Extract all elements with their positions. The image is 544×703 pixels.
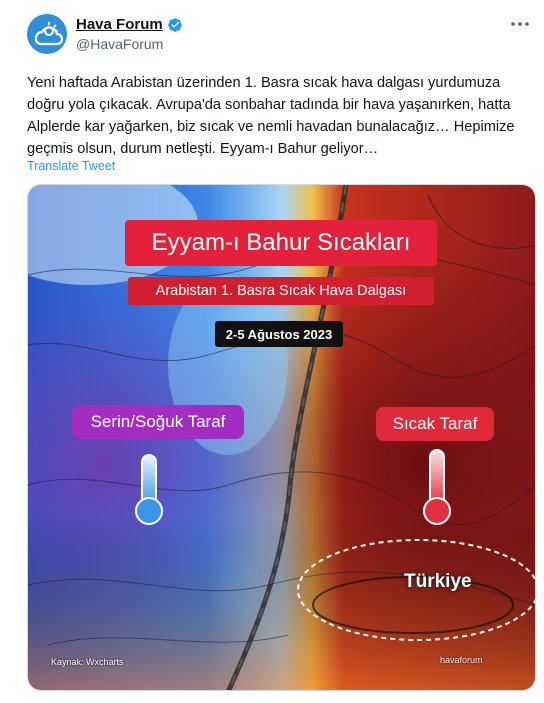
translate-tweet-link[interactable]: Translate Tweet: [27, 159, 116, 173]
cold-side-label: Serin/Soğuk Taraf: [72, 405, 244, 439]
country-label: Türkiye: [404, 571, 472, 592]
map-subtitle: Arabistan 1. Basra Sıcak Hava Dalgası: [128, 277, 434, 305]
avatar[interactable]: [27, 14, 67, 54]
watermark: havaforum: [440, 655, 483, 665]
map-date: 2-5 Ağustos 2023: [215, 321, 343, 347]
tweet-text: Yeni haftada Arabistan üzerinden 1. Basra sıcak hava dalgası yurdumuza doğru yola çıkacak. Avrupa'da sonbahar tadında bir hava yaşanırken, hatta Alplerde kar yağarken, biz sıcak ve nemli havadan bunalacağız… Hepimize geçmis olsun, durum netleşti. Eyyam-ı Bahur geliyor…: [27, 75, 515, 157]
map-title: Eyyam-ı Bahur Sıcakları: [125, 220, 437, 266]
author-name[interactable]: Hava Forum: [76, 16, 163, 33]
weather-logo-icon: [27, 14, 67, 54]
verified-badge-icon: [167, 17, 183, 33]
tweet-image[interactable]: [27, 184, 536, 691]
author-block: [76, 16, 183, 52]
source-credit: Kaynak: Wxcharts: [51, 657, 124, 667]
hot-side-label: Sıcak Taraf: [376, 407, 494, 441]
more-options-icon[interactable]: [508, 16, 532, 32]
author-handle[interactable]: @HavaForum: [76, 36, 164, 52]
